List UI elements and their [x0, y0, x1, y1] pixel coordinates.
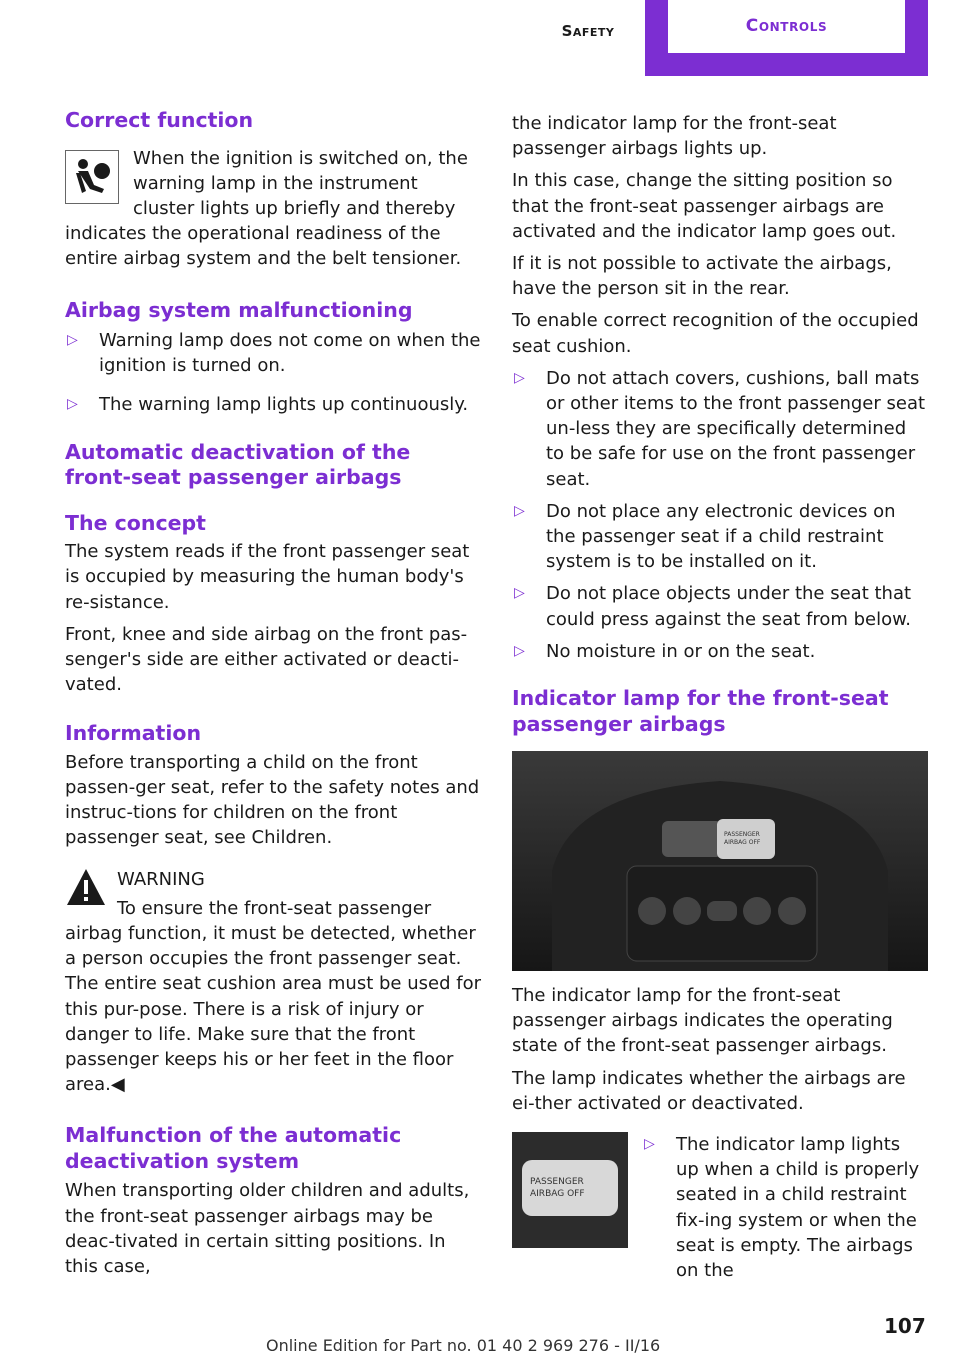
- heading-information: Information: [65, 721, 202, 746]
- list-item-text: Do not attach covers, cushions, ball mats or other items to the front passenger seat un-less they are specifically determined to be safe for use on the front passenger seat.: [546, 367, 926, 490]
- list-item-text: No moisture in or on the seat.: [546, 640, 816, 662]
- concept-text-1: The system reads if the front passenger seat is occupied by measuring the human body's re-sistance.: [65, 541, 470, 613]
- list-item: [512, 499, 928, 575]
- list-item: [65, 392, 481, 417]
- airbag-off-lamp-photo: [512, 1132, 628, 1248]
- warning-label: WARNING: [117, 868, 205, 890]
- list-item: [512, 366, 928, 492]
- information-text: Before transporting a child on the front passen-ger seat, refer to the safety notes and instruc-tions for children on the front passenger seat, see Children.: [65, 751, 480, 849]
- indicator-text-1: The indicator lamp for the front-seat passenger airbags indicates the operating state of the front-seat passenger airbags.: [512, 985, 893, 1057]
- warning-triangle-icon: [65, 867, 107, 907]
- warning-text: To ensure the front-seat passenger airbag function, it must be detected, whether a person occupies the front passenger seat. The entire seat cushion area must be used for this pur-pose. There is a risk of injury or danger to life. Make sure that the front passenger keeps his or her feet in the floor area.◀: [65, 897, 481, 1096]
- right-column: [512, 111, 928, 1290]
- photo-label-2: AIRBAG OFF: [724, 839, 761, 847]
- photo-label-1: PASSENGER: [724, 831, 760, 839]
- heading-auto-deactivation: Automatic deactivation of the front-seat passenger airbags: [65, 439, 411, 490]
- list-item-text: The warning lamp lights up continuously.: [99, 394, 469, 416]
- section-label: Safety: [561, 22, 615, 40]
- chapter-tab-label: Controls: [668, 0, 905, 53]
- list-item: [512, 581, 928, 631]
- malfunction-auto-text: When transporting older children and adults, the front-seat passenger airbags may be deac-tivated in certain sitting positions. In this case,: [65, 1180, 470, 1278]
- bullet-triangle-icon: ▷: [67, 332, 78, 349]
- right-text-4: To enable correct recognition of the occupied seat cushion.: [512, 310, 919, 357]
- heading-malfunction-auto: Malfunction of the automatic deactivation system: [65, 1123, 402, 1173]
- indicator-bullet-block: [512, 1132, 928, 1283]
- bullet-triangle-icon: ▷: [514, 502, 525, 519]
- heading-concept: The concept: [65, 510, 206, 535]
- list-item-text: Do not place any electronic devices on the passenger seat if a child restraint system is to be installed on it.: [546, 500, 896, 573]
- list-item-text: Warning lamp does not come on when the ignition is turned on.: [99, 330, 481, 377]
- list-item: [512, 639, 928, 664]
- list-item: [65, 328, 481, 378]
- list-item-text: The indicator lamp lights up when a child is properly seated in a child restraint fix-ing system or when the seat is empty. The airbags on the: [676, 1134, 920, 1282]
- airbag-warning-icon: [65, 150, 119, 204]
- list-item: [642, 1132, 928, 1283]
- bullet-triangle-icon: ▷: [514, 369, 525, 386]
- page-number: 107: [884, 1314, 926, 1338]
- list-item-text: Do not place objects under the seat that could press against the seat from below.: [546, 583, 912, 630]
- bullet-triangle-icon: ▷: [514, 585, 525, 602]
- bullet-triangle-icon: ▷: [67, 396, 78, 413]
- warning-block: [65, 867, 481, 1098]
- right-text-3: If it is not possible to activate the airbags, have the person sit in the rear.: [512, 253, 892, 300]
- heading-correct-function: Correct function: [65, 108, 254, 132]
- heading-airbag-malfunction: Airbag system malfunctioning: [65, 297, 413, 322]
- right-text-2: In this case, change the sitting position so that the front-seat passenger airbags are activated and the indicator lamp goes out.: [512, 170, 897, 242]
- chapter-tab[interactable]: [645, 0, 928, 76]
- concept-text-2: Front, knee and side airbag on the front pas-senger's side are either activated or deacti-vated.: [65, 623, 468, 696]
- lamp-label-2: AIRBAG OFF: [530, 1189, 585, 1200]
- bullet-triangle-icon: ▷: [514, 642, 525, 659]
- correct-function-text: When the ignition is switched on, the warning lamp in the instrument cluster lights up briefly and thereby indicates the operational readiness of the entire airbag system and the belt tensioner.: [65, 147, 468, 270]
- heading-indicator-lamp: Indicator lamp for the front-seat passenger airbags: [512, 686, 889, 736]
- bullet-triangle-icon: ▷: [644, 1136, 655, 1153]
- footer-edition: Online Edition for Part no. 01 40 2 969 276 - II/16: [266, 1336, 661, 1355]
- left-column: [65, 108, 481, 1286]
- indicator-text-2: The lamp indicates whether the airbags are ei-ther activated or deactivated.: [512, 1067, 906, 1114]
- dashboard-photo: [512, 751, 928, 971]
- right-text-1: the indicator lamp for the front-seat passenger airbags lights up.: [512, 113, 837, 160]
- lamp-label-1: PASSENGER: [530, 1177, 584, 1188]
